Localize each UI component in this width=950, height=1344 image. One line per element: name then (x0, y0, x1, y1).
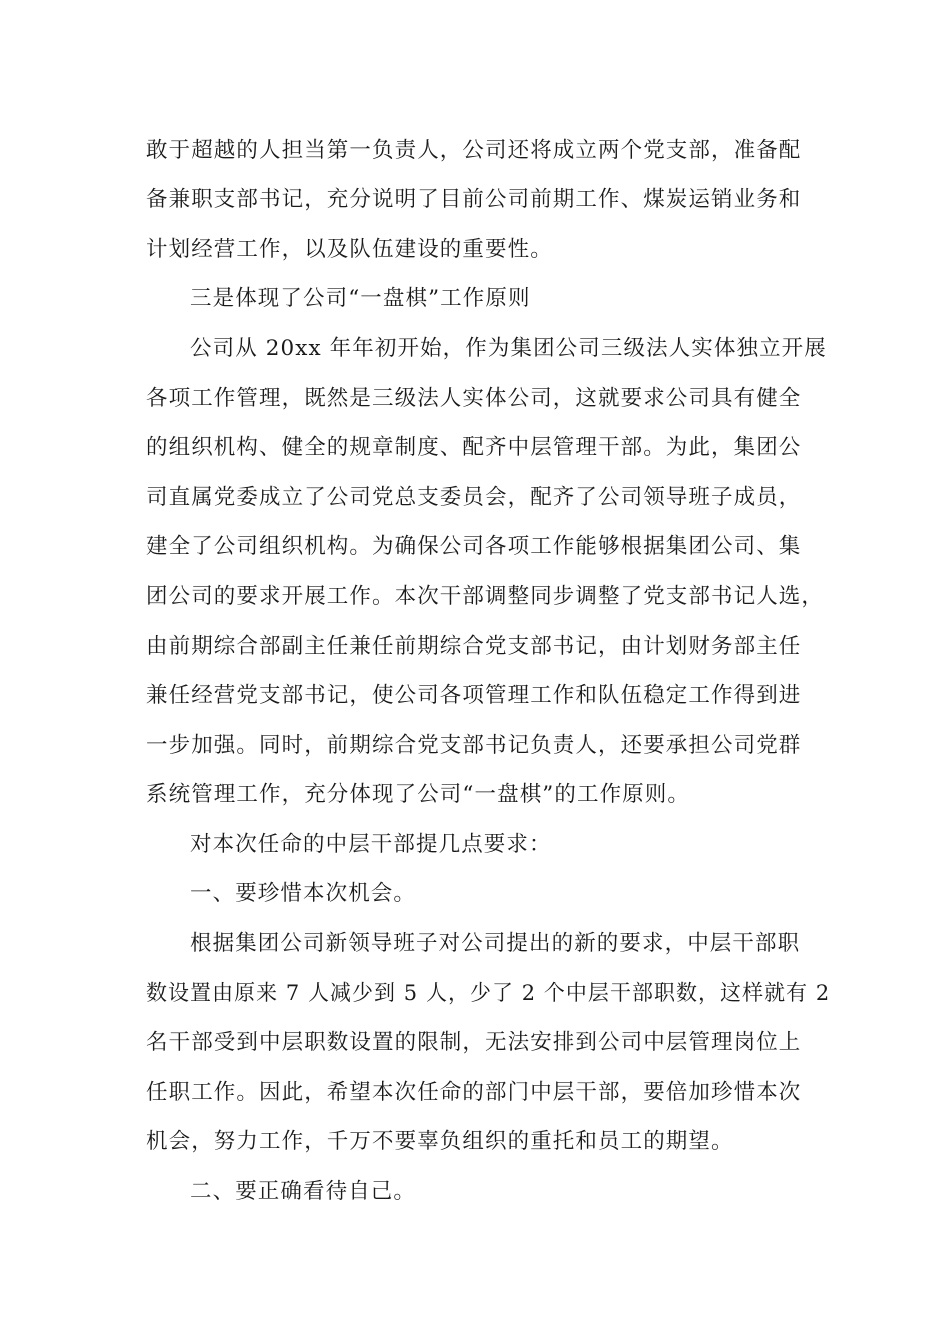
text-line: 各项工作管理，既然是三级法人实体公司，这就要求公司具有健全 (146, 386, 802, 411)
text-line: 名干部受到中层职数设置的限制，无法安排到公司中层管理岗位上 (146, 1030, 802, 1055)
text-line: 建全了公司组织机构。为确保公司各项工作能够根据集团公司、集 (146, 534, 802, 559)
text-line: 机会，努力工作，千万不要辜负组织的重托和员工的期望。 (146, 1129, 734, 1154)
section-heading: 一、要珍惜本次机会。 (190, 881, 417, 906)
text-line: 的组织机构、健全的规章制度、配齐中层管理干部。为此，集团公 (146, 435, 802, 460)
text-line: 计划经营工作，以及队伍建设的重要性。 (146, 237, 553, 262)
text-line: 由前期综合部副主任兼任前期综合党支部书记，由计划财务部主任 (146, 634, 802, 659)
text-line: 根据集团公司新领导班子对公司提出的新的要求，中层干部职 (190, 931, 801, 956)
text-line: 敢于超越的人担当第一负责人，公司还将成立两个党支部，准备配 (146, 138, 802, 163)
text-line: 任职工作。因此，希望本次任命的部门中层干部，要倍加珍惜本次 (146, 1080, 802, 1105)
text-line: 一步加强。同时，前期综合党支部书记负责人，还要承担公司党群 (146, 733, 802, 758)
text-line: 系统管理工作，充分体现了公司“一盘棋”的工作原则。 (146, 782, 690, 807)
section-heading: 三是体现了公司“一盘棋”工作原则 (190, 286, 531, 311)
text-line: 备兼职支部书记，充分说明了目前公司前期工作、煤炭运销业务和 (146, 187, 802, 212)
section-heading: 二、要正确看待自己。 (190, 1179, 417, 1204)
text-line: 数设置由原来 7 人减少到 5 人，少了 2 个中层干部职数，这样就有 2 (146, 981, 831, 1006)
text-line: 司直属党委成立了公司党总支委员会，配齐了公司领导班子成员， (146, 485, 802, 510)
text-line: 公司从 20xx 年年初开始，作为集团公司三级法人实体独立开展 (190, 336, 827, 361)
text-line: 对本次任命的中层干部提几点要求： (190, 832, 552, 857)
text-line: 团公司的要求开展工作。本次干部调整同步调整了党支部书记人选， (146, 584, 825, 609)
text-line: 兼任经营党支部书记，使公司各项管理工作和队伍稳定工作得到进 (146, 683, 802, 708)
